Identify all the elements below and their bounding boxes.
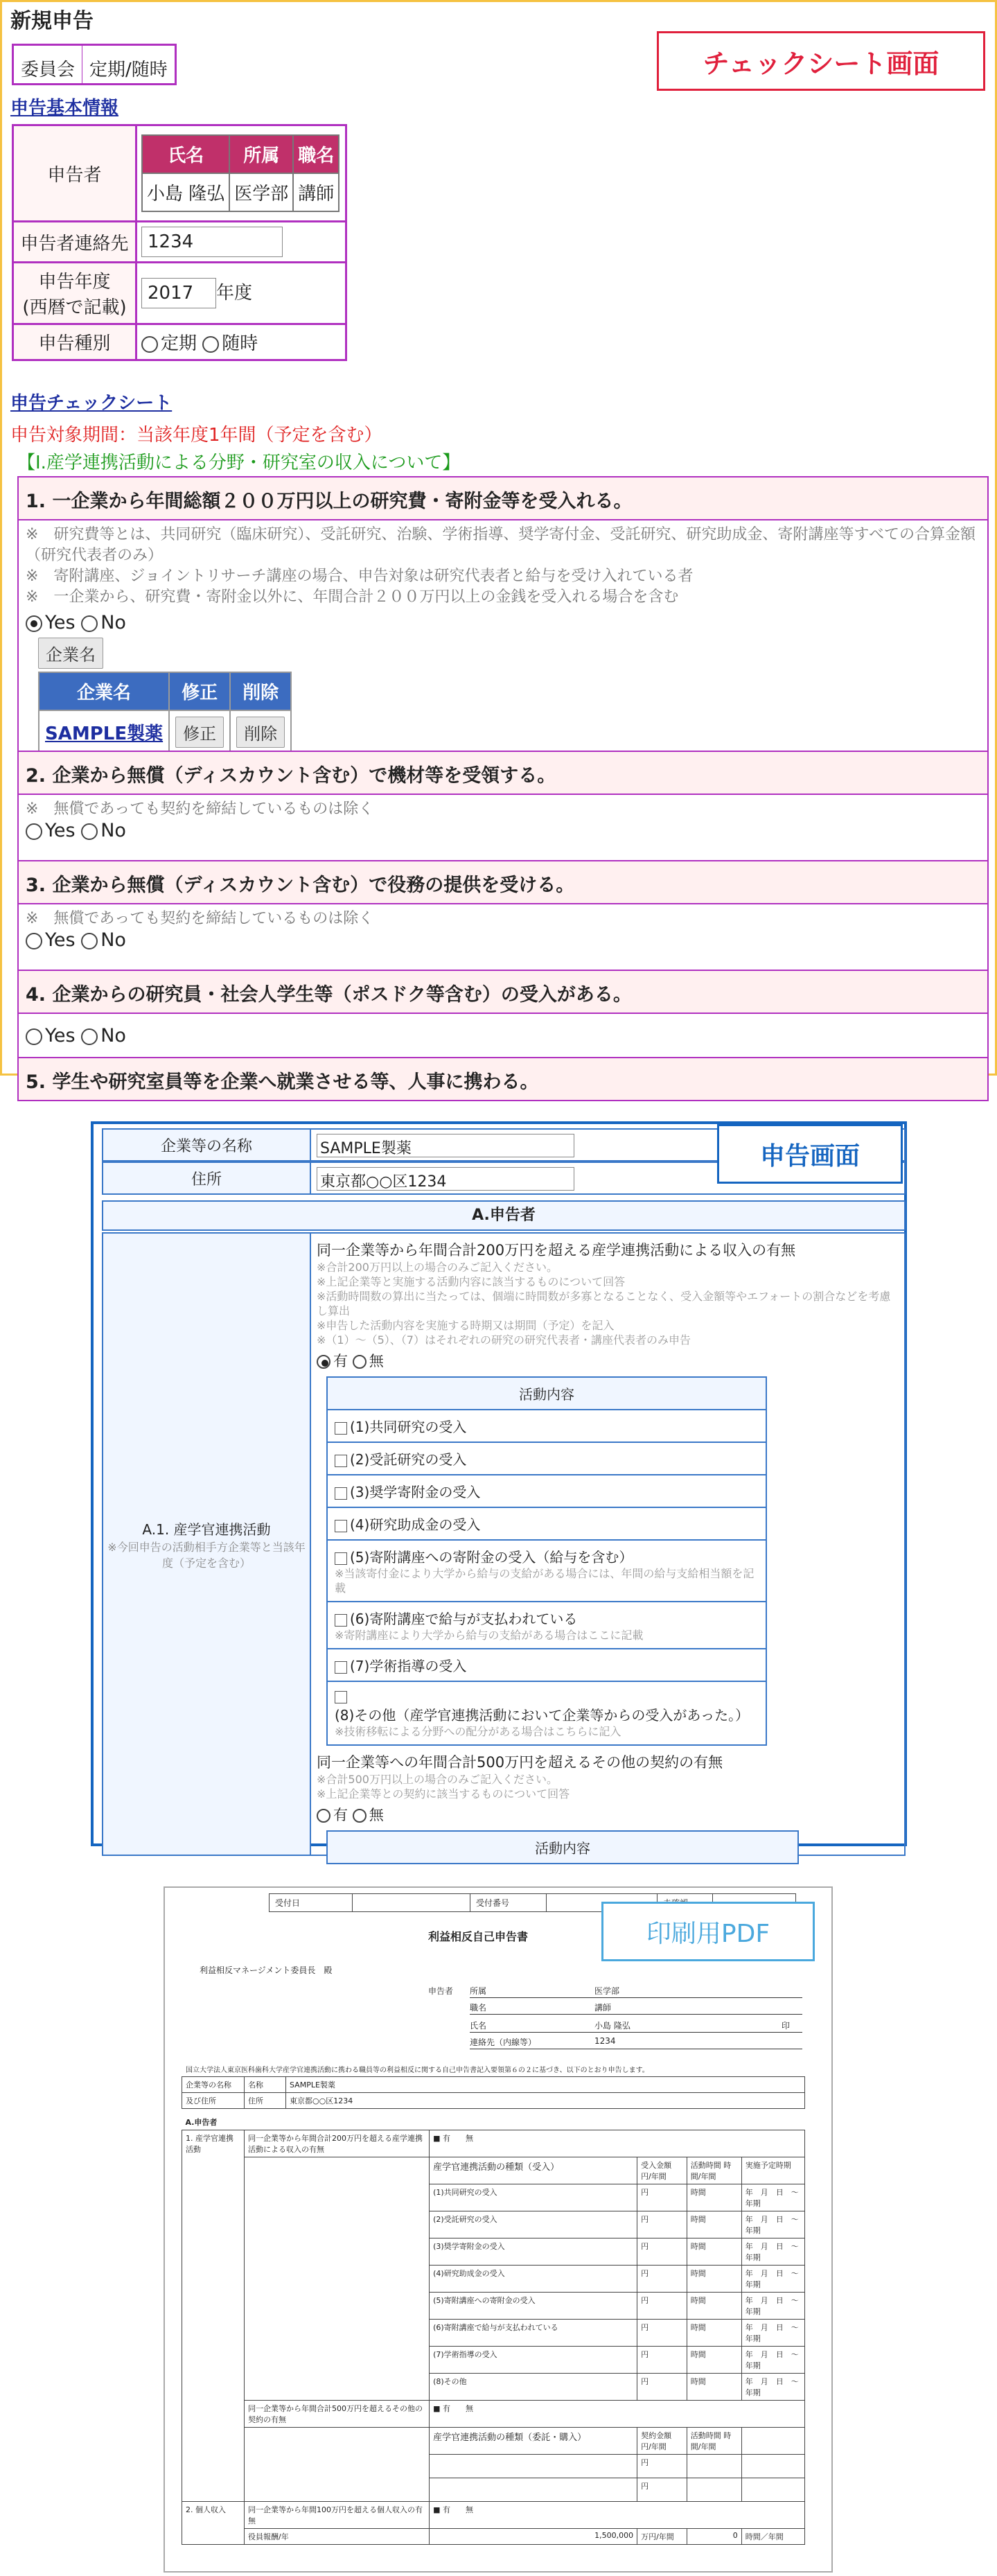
- applicant-label: 申告者: [13, 125, 136, 222]
- pdf-cell: ■ 有 無: [430, 2400, 805, 2427]
- pdf-cell: 名称: [245, 2077, 286, 2093]
- pdf-cell: SAMPLE製薬: [286, 2077, 805, 2093]
- pdf-act: (6)寄附講座で給与が支払われている: [430, 2319, 637, 2346]
- q1-note: ※ 寄附講座、ジョイントリサーチ講座の場合、申告対象は研究代表者と給与を受け入れている者: [26, 568, 694, 585]
- activity-header-2: 活動内容: [326, 1830, 799, 1864]
- pdf-cell: 0: [687, 2528, 741, 2544]
- tab-periodic[interactable]: 定期/随時: [89, 60, 168, 80]
- field-value: 小島 隆弘: [594, 2021, 630, 2031]
- pdf-cell: 円: [637, 2211, 687, 2238]
- pdf-act: (7)学術指導の受入: [430, 2346, 637, 2373]
- pdf-cell: 円: [637, 2292, 687, 2319]
- address-input[interactable]: 東京都○○区1234: [317, 1167, 574, 1191]
- pdf-cell: 同一企業等から年間合計500万円を超えるその他の契約の有無: [245, 2400, 430, 2427]
- no-label: 無: [369, 1807, 384, 1823]
- pdf-cell: 年 月 日 ～ 年期: [741, 2265, 804, 2292]
- field-label: 連絡先（内線等）: [470, 2038, 537, 2047]
- question-1-body: [17, 520, 989, 753]
- pdf-cell: 産学官連携活動の種類（受入）: [430, 2157, 637, 2184]
- pdf-cell: 年 月 日 ～ 年期: [741, 2238, 804, 2265]
- company-link[interactable]: SAMPLE製薬: [45, 724, 164, 744]
- dept-header: 所属: [229, 135, 293, 173]
- pdf-cell: 年 月 日 ～ 年期: [741, 2292, 804, 2319]
- field-label: 職名: [470, 2003, 487, 2013]
- page-title: 新規申告: [10, 9, 94, 33]
- yes-radio[interactable]: [317, 1355, 330, 1369]
- pdf-cell: 及び住所: [182, 2093, 245, 2109]
- question-2: 2. 企業から無償（ディスカウント含む）で機材等を受領する。: [17, 751, 989, 795]
- pdf-cell: 契約金額 円/年間: [637, 2427, 687, 2454]
- company-name-input[interactable]: SAMPLE製薬: [317, 1134, 574, 1157]
- activity-checkbox[interactable]: [335, 1691, 347, 1703]
- pdf-cell: 年 月 日 ～ 年期: [741, 2346, 804, 2373]
- applicant-label: 申告者: [428, 1986, 454, 1996]
- pdf-cell: 住所: [245, 2093, 286, 2109]
- name-value: 小島 隆弘: [142, 173, 229, 211]
- pdf-cell: 時間: [687, 2292, 741, 2319]
- basic-info-table: [12, 124, 347, 361]
- a1-label: A.1. 産学官連携活動: [142, 1521, 271, 1538]
- title-value: 講師: [293, 173, 339, 211]
- addressee: 利益相反マネージメント委員長 殿: [200, 1965, 333, 1975]
- activity-header: 活動内容: [327, 1377, 766, 1410]
- pdf-cell: 円: [637, 2238, 687, 2265]
- pdf-cell: 時間: [687, 2373, 741, 2400]
- name-header: 氏名: [142, 135, 229, 173]
- no-radio-2[interactable]: [353, 1809, 367, 1823]
- note: ※（1）～（5）、（7）はそれぞれの研究の研究代表者・講座代表者のみ申告: [317, 1333, 691, 1347]
- declaration-screen: [91, 1121, 907, 1857]
- q3-no-radio[interactable]: [81, 933, 98, 949]
- pdf-item: 1. 産学官連携活動: [182, 2130, 245, 2501]
- delete-col-header: 削除: [230, 672, 291, 710]
- q1-note: ※ 一企業から、研究費・寄附金以外に、年間合計２００万円以上の金銭を受入れる場合を含む: [26, 588, 679, 606]
- pdf-cell: 年 月 日 ～ 年期: [741, 2211, 804, 2238]
- section-header: A.申告者: [102, 1200, 906, 1231]
- pdf-cell: 東京都○○区1234: [286, 2093, 805, 2109]
- pdf-cell: 年 月 日 ～ 年期: [741, 2319, 804, 2346]
- print-pdf-screen: [164, 1886, 833, 2573]
- intro-text: 国立大学法人東京医科歯科大学産学官連携活動に携わる職員等の利益相反に関する自己申告書記入要領第６の２に基づき、以下のとおり申告します。: [186, 2067, 649, 2074]
- pdf-cell: 万円/年間: [637, 2528, 687, 2544]
- activity-note: ※技術移転による分野への配分がある場合はこちらに記入: [335, 1725, 621, 1738]
- yes-label: 有: [333, 1353, 348, 1369]
- pdf-cell: 1,500,000: [430, 2528, 637, 2544]
- pdf-act: (1)共同研究の受入: [430, 2184, 637, 2211]
- pdf-cell: 受入金額 円/年間: [637, 2157, 687, 2184]
- q4-yes-radio[interactable]: [26, 1028, 42, 1045]
- pdf-cell: 年 月 日 ～ 年期: [741, 2373, 804, 2400]
- pdf-act: (8)その他: [430, 2373, 637, 2400]
- pdf-cell: 同一企業等から年間100万円を超える個人収入の有無: [245, 2501, 430, 2528]
- activity-label: (4)研究助成金の受入: [350, 1516, 481, 1533]
- periodic-label: 定期: [161, 333, 197, 354]
- contract-question: 同一企業等への年間合計500万円を超えるその他の契約の有無: [317, 1754, 723, 1771]
- edit-col-header: 修正: [169, 672, 230, 710]
- tab-committee[interactable]: 委員会: [14, 46, 82, 83]
- pdf-act: (5)寄附講座への寄附金の受入: [430, 2292, 637, 2319]
- pdf-cell: 時間: [687, 2265, 741, 2292]
- field-label: 所属: [470, 1986, 487, 1996]
- pdf-table: [182, 2076, 805, 2545]
- q3-note: ※ 無償であっても契約を締結しているものは除く: [26, 910, 374, 927]
- pdf-cell: 円: [637, 2319, 687, 2346]
- dept-value: 医学部: [229, 173, 293, 211]
- pdf-cell: ■ 有 無: [430, 2130, 805, 2157]
- activity-label: (2)受託研究の受入: [350, 1451, 467, 1468]
- screen-label: 申告画面: [717, 1124, 903, 1184]
- pdf-cell: 時間: [687, 2319, 741, 2346]
- pdf-cell: 円: [637, 2184, 687, 2211]
- company-name-label: 企業等の名称: [103, 1130, 311, 1160]
- question-3-body: [17, 904, 989, 971]
- activity-table: [326, 1376, 767, 1746]
- q4-no-label: No: [100, 1025, 126, 1046]
- contact-label: 申告者連絡先: [13, 222, 136, 263]
- tab-bar: [12, 44, 177, 85]
- address-label: 住所: [103, 1163, 311, 1193]
- pdf-cell: 時間: [687, 2238, 741, 2265]
- q2-no-label: No: [100, 820, 126, 841]
- q3-yes-radio[interactable]: [26, 933, 42, 949]
- pdf-act: (4)研究助成金の受入: [430, 2265, 637, 2292]
- add-company-button[interactable]: 企業名: [38, 638, 103, 669]
- q2-yes-radio[interactable]: [26, 823, 42, 840]
- q3-yes-label: Yes: [45, 929, 76, 951]
- activity-checkbox[interactable]: [335, 1552, 347, 1565]
- basic-info-link[interactable]: 申告基本情報: [10, 98, 119, 119]
- question-3: 3. 企業から無償（ディスカウント含む）で役務の提供を受ける。: [17, 860, 989, 904]
- activity-label: (7)学術指導の受入: [350, 1658, 467, 1674]
- pdf-cell: 実施予定時期: [741, 2157, 804, 2184]
- q4-yes-label: Yes: [45, 1025, 76, 1046]
- question-4-body: [17, 1014, 989, 1060]
- note: ※上記企業等との契約に該当するものについて回答: [317, 1787, 570, 1800]
- activity-label: (8)その他（産学官連携活動において企業等からの受入があった。）: [335, 1707, 750, 1724]
- field-label: 氏名: [470, 2021, 487, 2031]
- pdf-cell: 時間: [687, 2346, 741, 2373]
- income-question: 同一企業等から年間合計200万円を超える産学連携活動による収入の有無: [317, 1242, 796, 1259]
- activity-checkbox[interactable]: [335, 1487, 347, 1500]
- type-label: 申告種別: [13, 324, 136, 360]
- pdf-section: A.申告者: [185, 2117, 218, 2127]
- screen-label: 印刷用PDF: [601, 1902, 815, 1961]
- pdf-cell: 同一企業等から年間合計200万円を超える産学連携活動による収入の有無: [245, 2130, 430, 2157]
- pdf-cell: 活動時間 時間/年間: [687, 2427, 741, 2454]
- question-4: 4. 企業からの研究員・社会人学生等（ポスドク等含む）の受入がある。: [17, 970, 989, 1014]
- activity-label: (5)寄附講座への寄附金の受入（給与を含む）: [350, 1549, 633, 1566]
- company-col-header: 企業名: [39, 672, 169, 710]
- pdf-cell: 時間／年間: [741, 2528, 804, 2544]
- pdf-act: (3)奨学寄附金の受入: [430, 2238, 637, 2265]
- checksheet-link[interactable]: 申告チェックシート: [10, 393, 173, 414]
- note: ※合計200万円以上の場合のみご記入ください。: [317, 1261, 558, 1274]
- note: ※申告した活動内容を実施する時期又は期間（予定）を記入: [317, 1319, 615, 1332]
- a1-row: [102, 1232, 906, 1856]
- no-radio[interactable]: [353, 1355, 367, 1369]
- pdf-act: (2)受託研究の受入: [430, 2211, 637, 2238]
- adhoc-radio[interactable]: [202, 336, 219, 353]
- q1-note: ※ 研究費等とは、共同研究（臨床研究）、受託研究、治験、学術指導、奨学寄付金、受託研究、研究助成金、寄附講座等すべての合算金額（研究代表者のみ）: [26, 526, 976, 564]
- pdf-cell: 時間: [687, 2211, 741, 2238]
- activity-checkbox[interactable]: [335, 1455, 347, 1467]
- pdf-cell: 円: [637, 2346, 687, 2373]
- pdf-cell: 円: [637, 2373, 687, 2400]
- company-table: [38, 672, 292, 755]
- field-value: 医学部: [594, 1986, 620, 1996]
- note: ※合計500万円以上の場合のみご記入ください。: [317, 1773, 558, 1786]
- yes-radio-2[interactable]: [317, 1809, 330, 1823]
- pdf-cell: 活動時間 時間/年間: [687, 2157, 741, 2184]
- activity-label: (1)共同研究の受入: [350, 1419, 467, 1435]
- pdf-cell: 円: [637, 2265, 687, 2292]
- q2-yes-label: Yes: [45, 820, 76, 841]
- note: ※上記企業等と実施する活動内容に該当するものについて回答: [317, 1275, 626, 1288]
- year-input[interactable]: 2017: [141, 278, 216, 308]
- period-notice: 申告対象期間：当該年度1年間（予定を含む）: [10, 425, 382, 446]
- yes-label: 有: [333, 1807, 348, 1823]
- activity-label: (3)奨学寄附金の受入: [350, 1484, 481, 1500]
- applicant-table: [141, 134, 339, 212]
- activity-label: (6)寄附講座で給与が支払われている: [350, 1611, 578, 1627]
- contact-input[interactable]: 1234: [141, 227, 283, 257]
- pdf-cell: ■ 有 無: [430, 2501, 805, 2528]
- doc-title: 利益相反自己申告書: [428, 1930, 529, 1943]
- pdf-cell: 産学官連携活動の種類（委託・購入）: [430, 2427, 637, 2454]
- title-header: 職名: [293, 135, 339, 173]
- year-unit: 年度: [216, 283, 253, 304]
- q2-no-radio[interactable]: [81, 823, 98, 840]
- q2-note: ※ 無償であっても契約を締結しているものは除く: [26, 800, 374, 818]
- question-1: 1. 一企業から年間総額２００万円以上の研究費・寄附金等を受入れる。: [17, 476, 989, 520]
- activity-note: ※寄附講座により大学から給与の支給がある場合はここに記載: [335, 1629, 644, 1642]
- q1-no-label: No: [100, 612, 126, 633]
- activity-checkbox[interactable]: [335, 1661, 347, 1674]
- pdf-cell: 企業等の名称: [182, 2077, 245, 2093]
- receipt-date-label: 受付日: [270, 1894, 353, 1912]
- adhoc-label: 随時: [222, 333, 258, 354]
- pdf-cell: 時間: [687, 2184, 741, 2211]
- year-label: 申告年度 (西暦で記載): [13, 263, 136, 324]
- q1-yes-label: Yes: [45, 612, 76, 633]
- checksheet-screen: [0, 0, 997, 1093]
- periodic-radio[interactable]: [141, 336, 158, 353]
- no-label: 無: [369, 1353, 384, 1369]
- q1-no-radio[interactable]: [81, 615, 98, 632]
- screen-label: チェックシート画面: [657, 31, 985, 91]
- receipt-no-label: 受付番号: [470, 1894, 547, 1912]
- pdf-item: 2. 個人収入: [182, 2501, 245, 2544]
- activity-checkbox[interactable]: [335, 1614, 347, 1627]
- q1-yes-radio[interactable]: [26, 615, 42, 632]
- a1-sublabel: ※今回申告の活動相手方企業等と当該年度（予定を含む）: [107, 1540, 306, 1570]
- delete-button[interactable]: 削除: [236, 717, 285, 748]
- pdf-cell: 円: [637, 2478, 687, 2501]
- section-title: 【Ⅰ.産学連携活動による分野・研究室の収入について】: [17, 453, 461, 473]
- seal-mark: 印: [782, 2021, 791, 2031]
- field-value: 講師: [594, 2003, 612, 2013]
- pdf-cell: 年 月 日 ～ 年期: [741, 2184, 804, 2211]
- q3-no-label: No: [100, 929, 126, 951]
- question-5: 5. 学生や研究室員等を企業へ就業させる等、人事に携わる。: [17, 1057, 989, 1101]
- pdf-cell: 役員報酬/年: [245, 2528, 430, 2544]
- note: ※活動時間数の算出に当たっては、個端に時間数が多寡となることなく、受入金額等やエフォートの割合などを考慮し算出: [317, 1290, 891, 1317]
- question-2-body: [17, 795, 989, 861]
- activity-note: ※当該寄付金により大学から給与の支給がある場合には、年間の給与支給相当額を記載: [335, 1567, 755, 1595]
- activity-checkbox[interactable]: [335, 1422, 347, 1435]
- field-value: 1234: [594, 2036, 616, 2046]
- q4-no-radio[interactable]: [81, 1028, 98, 1045]
- edit-button[interactable]: 修正: [175, 717, 224, 748]
- activity-checkbox[interactable]: [335, 1520, 347, 1532]
- pdf-cell: 円: [637, 2454, 687, 2478]
